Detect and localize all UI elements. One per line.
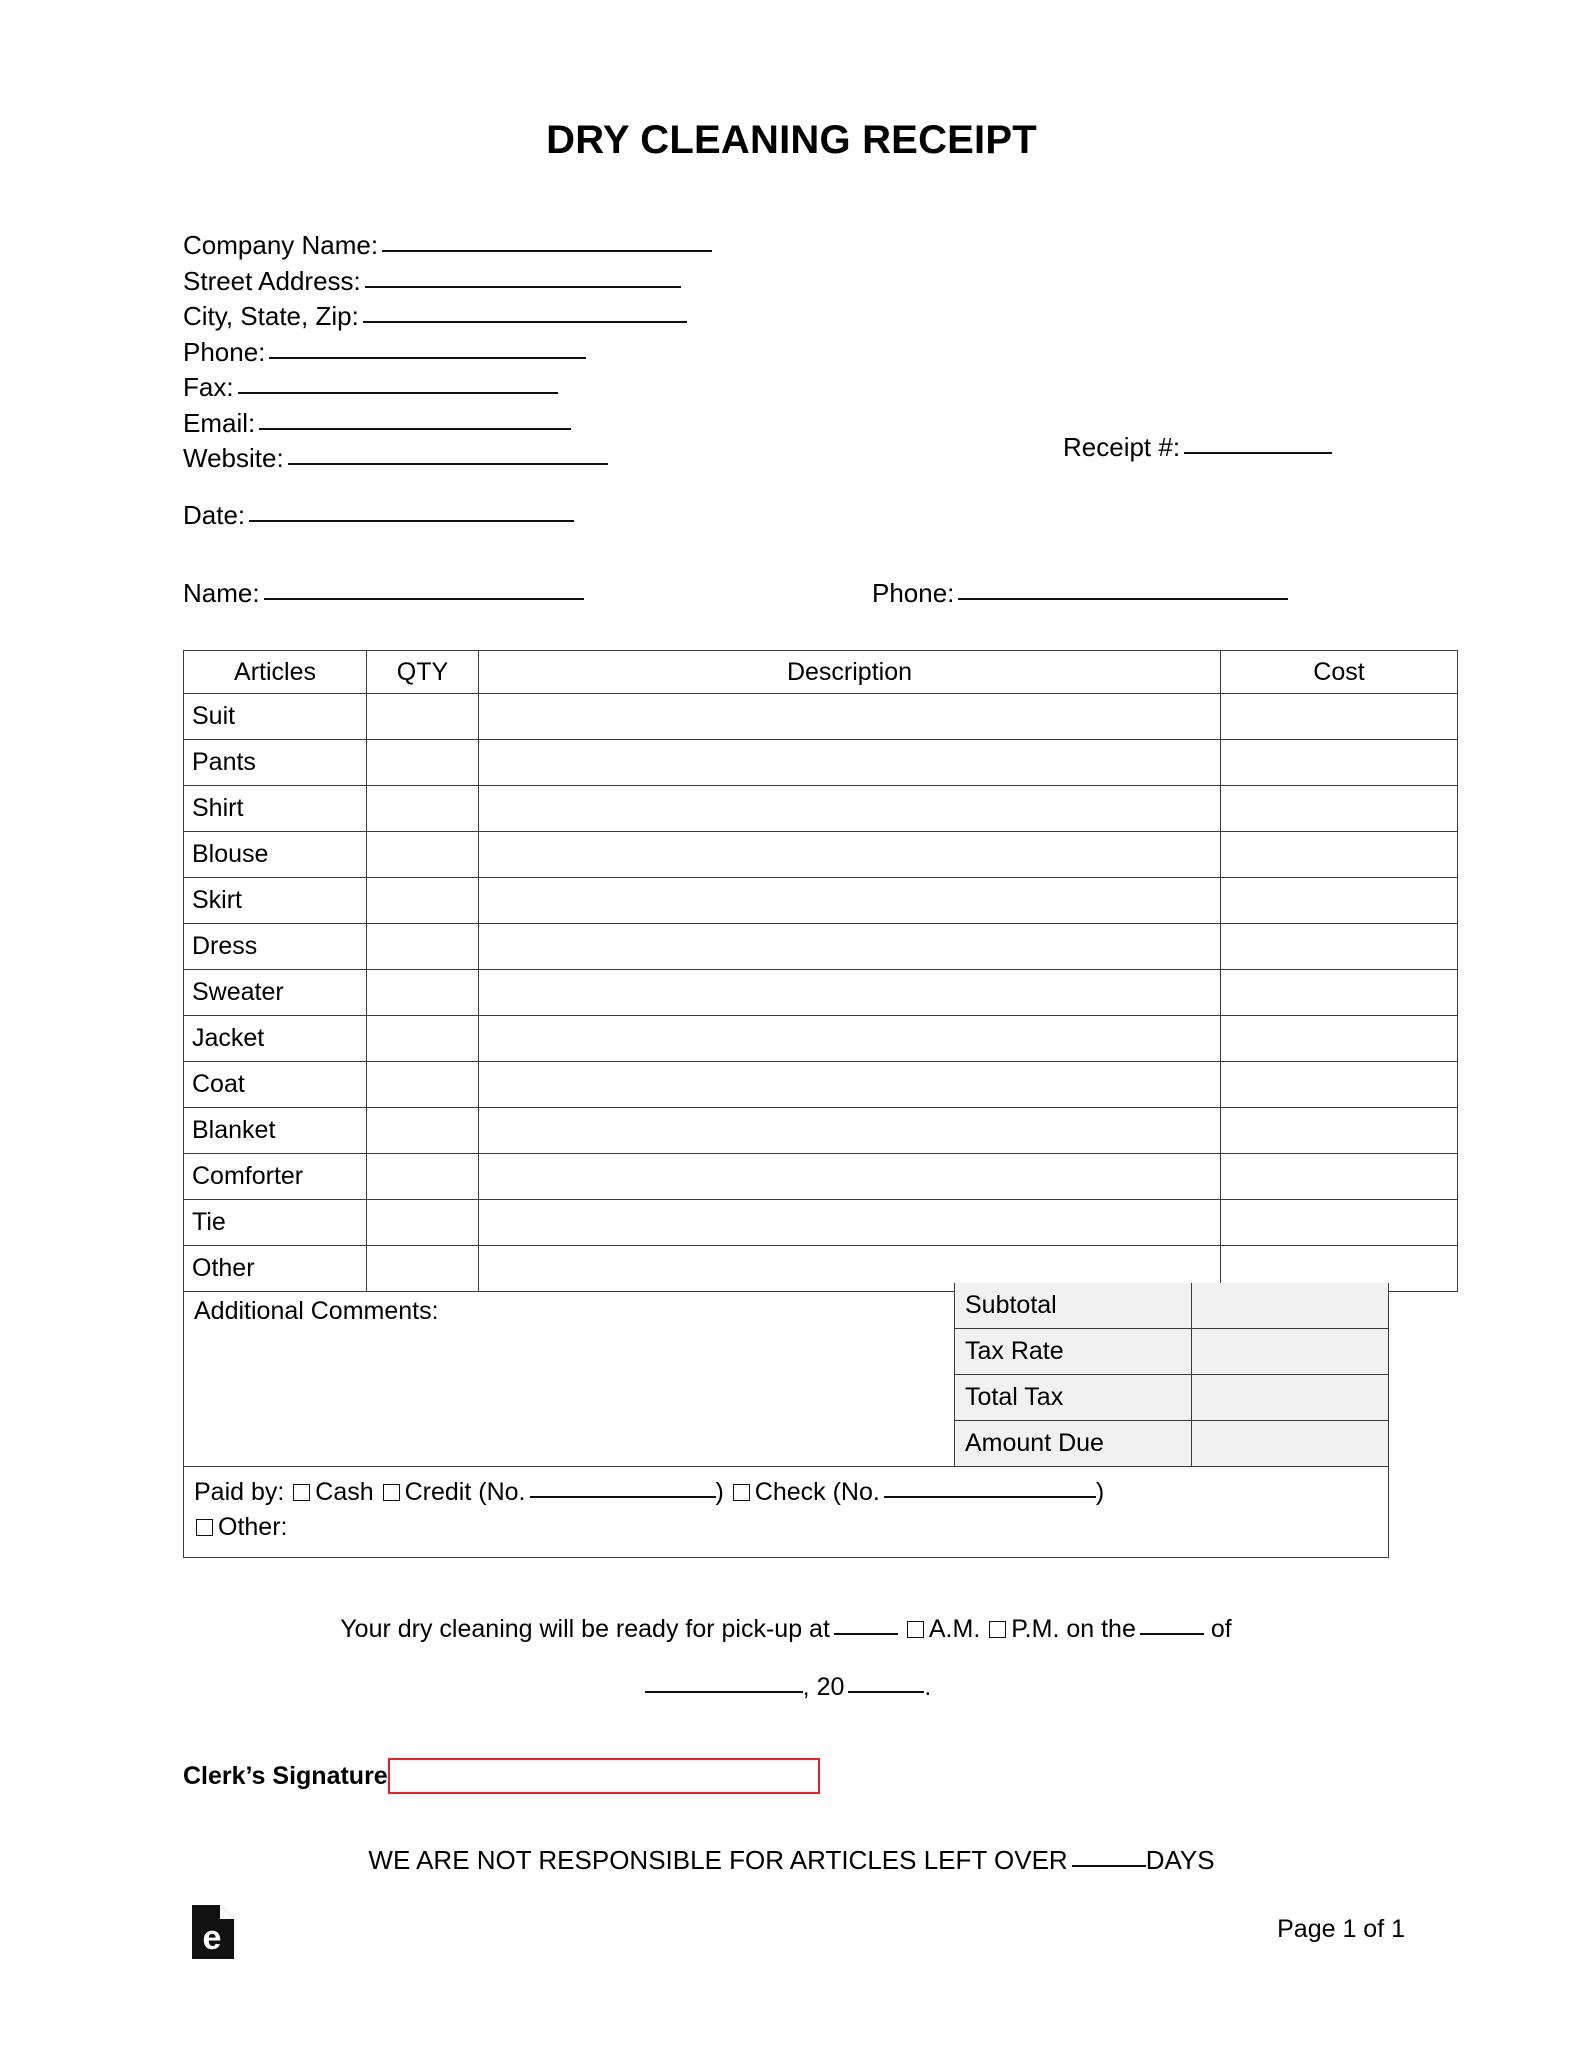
field-rule-pickup-month[interactable]	[645, 1691, 803, 1693]
table-row	[184, 1062, 1458, 1108]
clerk-signature-field[interactable]	[388, 1758, 820, 1794]
article-label: Pants	[184, 740, 367, 786]
field-label: Receipt #:	[1063, 432, 1181, 462]
description-cell[interactable]	[479, 786, 1221, 832]
field-rule-pickup-time[interactable]	[834, 1633, 898, 1635]
article-label: Blouse	[184, 832, 367, 878]
checkbox-cash[interactable]	[293, 1484, 310, 1501]
checkbox-other[interactable]	[196, 1519, 213, 1536]
table-row	[184, 878, 1458, 924]
field-label: Name:	[183, 578, 260, 608]
description-cell[interactable]	[479, 1016, 1221, 1062]
pm-label: P.M.	[1011, 1615, 1060, 1643]
field-rule-customer-phone[interactable]	[958, 598, 1288, 600]
comments-and-totals-block	[183, 1283, 1389, 1558]
field-company-name	[183, 228, 712, 264]
disclaimer-part2: DAYS	[1145, 1845, 1215, 1875]
field-rule-street-address[interactable]	[365, 286, 681, 288]
cost-cell[interactable]	[1221, 832, 1458, 878]
qty-cell[interactable]	[367, 694, 479, 740]
cost-cell[interactable]	[1221, 1108, 1458, 1154]
article-label: Skirt	[184, 878, 367, 924]
table-row	[184, 832, 1458, 878]
qty-cell[interactable]	[367, 1016, 479, 1062]
svg-text:e: e	[202, 1919, 222, 1957]
totals-value-tax-rate[interactable]	[1192, 1329, 1389, 1375]
cost-cell[interactable]	[1221, 1062, 1458, 1108]
cost-cell[interactable]	[1221, 694, 1458, 740]
credit-label: Credit (No.	[404, 1478, 526, 1506]
table-row	[184, 1200, 1458, 1246]
table-row	[184, 924, 1458, 970]
check-suffix: )	[1095, 1478, 1105, 1506]
field-fax	[183, 370, 712, 406]
disclaimer-part1: WE ARE NOT RESPONSIBLE FOR ARTICLES LEFT OVER	[368, 1845, 1068, 1875]
field-customer-name	[183, 578, 584, 609]
field-website	[183, 441, 712, 477]
field-label: Phone:	[183, 336, 266, 367]
qty-cell[interactable]	[367, 924, 479, 970]
totals-label-total-tax: Total Tax	[955, 1375, 1192, 1421]
table-row	[184, 970, 1458, 1016]
article-label: Comforter	[184, 1154, 367, 1200]
totals-row-amount-due	[955, 1421, 1388, 1467]
column-header-description: Description	[479, 651, 1221, 694]
table-row	[184, 694, 1458, 740]
field-label: Website:	[183, 443, 284, 473]
pickup-text-part2: on the	[1066, 1615, 1136, 1643]
field-rule-days[interactable]	[1072, 1865, 1146, 1867]
totals-label-subtotal: Subtotal	[955, 1283, 1192, 1329]
description-cell[interactable]	[479, 1062, 1221, 1108]
qty-cell[interactable]	[367, 970, 479, 1016]
totals-row-tax-rate	[955, 1329, 1388, 1375]
cost-cell[interactable]	[1221, 786, 1458, 832]
field-rule-pickup-day[interactable]	[1140, 1633, 1204, 1635]
description-cell[interactable]	[479, 878, 1221, 924]
payment-method-row	[184, 1466, 1388, 1557]
totals-value-amount-due[interactable]	[1192, 1421, 1389, 1467]
checkbox-credit[interactable]	[383, 1484, 400, 1501]
qty-cell[interactable]	[367, 1062, 479, 1108]
checkbox-am[interactable]	[907, 1621, 924, 1638]
paid-by-label: Paid by:	[194, 1478, 285, 1506]
description-cell[interactable]	[479, 1108, 1221, 1154]
article-label: Other	[184, 1246, 367, 1292]
field-rule-fax[interactable]	[238, 392, 558, 394]
totals-row-total-tax	[955, 1375, 1388, 1421]
pickup-period: .	[924, 1673, 932, 1701]
qty-cell[interactable]	[367, 832, 479, 878]
field-street-address	[183, 264, 712, 300]
column-header-articles: Articles	[184, 651, 367, 694]
totals-value-total-tax[interactable]	[1192, 1375, 1389, 1421]
checkbox-check[interactable]	[733, 1484, 750, 1501]
cost-cell[interactable]	[1221, 970, 1458, 1016]
table-row	[184, 786, 1458, 832]
cost-cell[interactable]	[1221, 878, 1458, 924]
additional-comments-cell[interactable]	[184, 1283, 955, 1466]
credit-suffix: )	[715, 1478, 724, 1506]
company-info-block	[183, 228, 712, 477]
liability-disclaimer	[0, 1845, 1583, 1876]
totals-cell	[955, 1283, 1388, 1466]
field-label: Phone:	[872, 578, 955, 608]
qty-cell[interactable]	[367, 786, 479, 832]
field-label: City, State, Zip:	[183, 301, 359, 331]
totals-value-subtotal[interactable]	[1192, 1283, 1389, 1329]
cost-cell[interactable]	[1221, 740, 1458, 786]
table-row	[184, 740, 1458, 786]
field-date	[183, 500, 574, 531]
field-rule-check-number[interactable]	[884, 1496, 1096, 1498]
article-label: Shirt	[184, 786, 367, 832]
description-cell[interactable]	[479, 832, 1221, 878]
field-rule-customer-name[interactable]	[264, 598, 584, 600]
field-label: Date:	[183, 500, 246, 530]
field-label: Company Name:	[183, 230, 379, 260]
clerk-signature-section	[183, 1758, 820, 1794]
article-label: Suit	[184, 694, 367, 740]
qty-cell[interactable]	[367, 1200, 479, 1246]
column-header-cost: Cost	[1221, 651, 1458, 694]
articles-table-body	[184, 694, 1458, 1292]
table-row	[184, 1016, 1458, 1062]
field-receipt-number	[1063, 432, 1332, 463]
field-phone	[183, 335, 712, 371]
qty-cell[interactable]	[367, 740, 479, 786]
clerk-signature-label: Clerk’s Signature	[183, 1761, 388, 1790]
check-label: Check (No.	[754, 1478, 880, 1506]
article-label: Dress	[184, 924, 367, 970]
page-title: DRY CLEANING RECEIPT	[546, 118, 1037, 162]
totals-row-subtotal	[955, 1283, 1388, 1329]
checkbox-pm[interactable]	[989, 1621, 1006, 1638]
qty-cell[interactable]	[367, 878, 479, 924]
field-rule-company-name[interactable]	[382, 250, 712, 252]
cost-cell[interactable]	[1221, 924, 1458, 970]
totals-table	[955, 1283, 1388, 1466]
cash-label: Cash	[315, 1478, 374, 1506]
pickup-text-part1: Your dry cleaning will be ready for pick-up at	[340, 1615, 830, 1643]
field-customer-phone	[872, 578, 1288, 609]
totals-label-amount-due: Amount Due	[955, 1421, 1192, 1467]
field-rule-city-state-zip[interactable]	[363, 321, 687, 323]
additional-comments-label: Additional Comments:	[194, 1297, 439, 1325]
field-rule-date[interactable]	[249, 520, 574, 522]
field-label: Street Address:	[183, 265, 361, 296]
field-rule-phone[interactable]	[269, 357, 586, 359]
description-cell[interactable]	[479, 1200, 1221, 1246]
column-header-qty: QTY	[367, 651, 479, 694]
pickup-text-part3: of	[1210, 1615, 1232, 1643]
table-header-row	[184, 651, 1458, 694]
page-number: Page 1 of 1	[1277, 1915, 1405, 1943]
field-label: Fax:	[183, 372, 234, 402]
field-rule-website[interactable]	[288, 463, 608, 465]
cost-cell[interactable]	[1221, 1200, 1458, 1246]
description-cell[interactable]	[479, 970, 1221, 1016]
description-cell[interactable]	[479, 740, 1221, 786]
field-label: Email:	[183, 407, 256, 438]
comments-totals-row	[184, 1283, 1388, 1466]
other-label: Other:	[218, 1513, 288, 1541]
table-row	[184, 1154, 1458, 1200]
description-cell[interactable]	[479, 694, 1221, 740]
article-label: Jacket	[184, 1016, 367, 1062]
field-rule-credit-number[interactable]	[530, 1496, 716, 1498]
article-label: Sweater	[184, 970, 367, 1016]
field-email	[183, 406, 712, 442]
table-row	[184, 1108, 1458, 1154]
article-label: Blanket	[184, 1108, 367, 1154]
field-rule-pickup-year[interactable]	[848, 1691, 924, 1693]
article-label: Coat	[184, 1062, 367, 1108]
article-label: Tie	[184, 1200, 367, 1246]
cost-cell[interactable]	[1221, 1154, 1458, 1200]
cost-cell[interactable]	[1221, 1016, 1458, 1062]
field-rule-email[interactable]	[259, 428, 571, 430]
am-label: A.M.	[928, 1615, 981, 1643]
pickup-instructions	[183, 1600, 1389, 1716]
qty-cell[interactable]	[367, 1108, 479, 1154]
description-cell[interactable]	[479, 924, 1221, 970]
pickup-year-prefix: , 20	[802, 1673, 845, 1701]
field-rule-receipt-number[interactable]	[1184, 452, 1332, 454]
field-city-state-zip	[183, 299, 712, 335]
articles-table	[183, 650, 1458, 1292]
qty-cell[interactable]	[367, 1154, 479, 1200]
description-cell[interactable]	[479, 1154, 1221, 1200]
totals-label-tax-rate: Tax Rate	[955, 1329, 1192, 1375]
